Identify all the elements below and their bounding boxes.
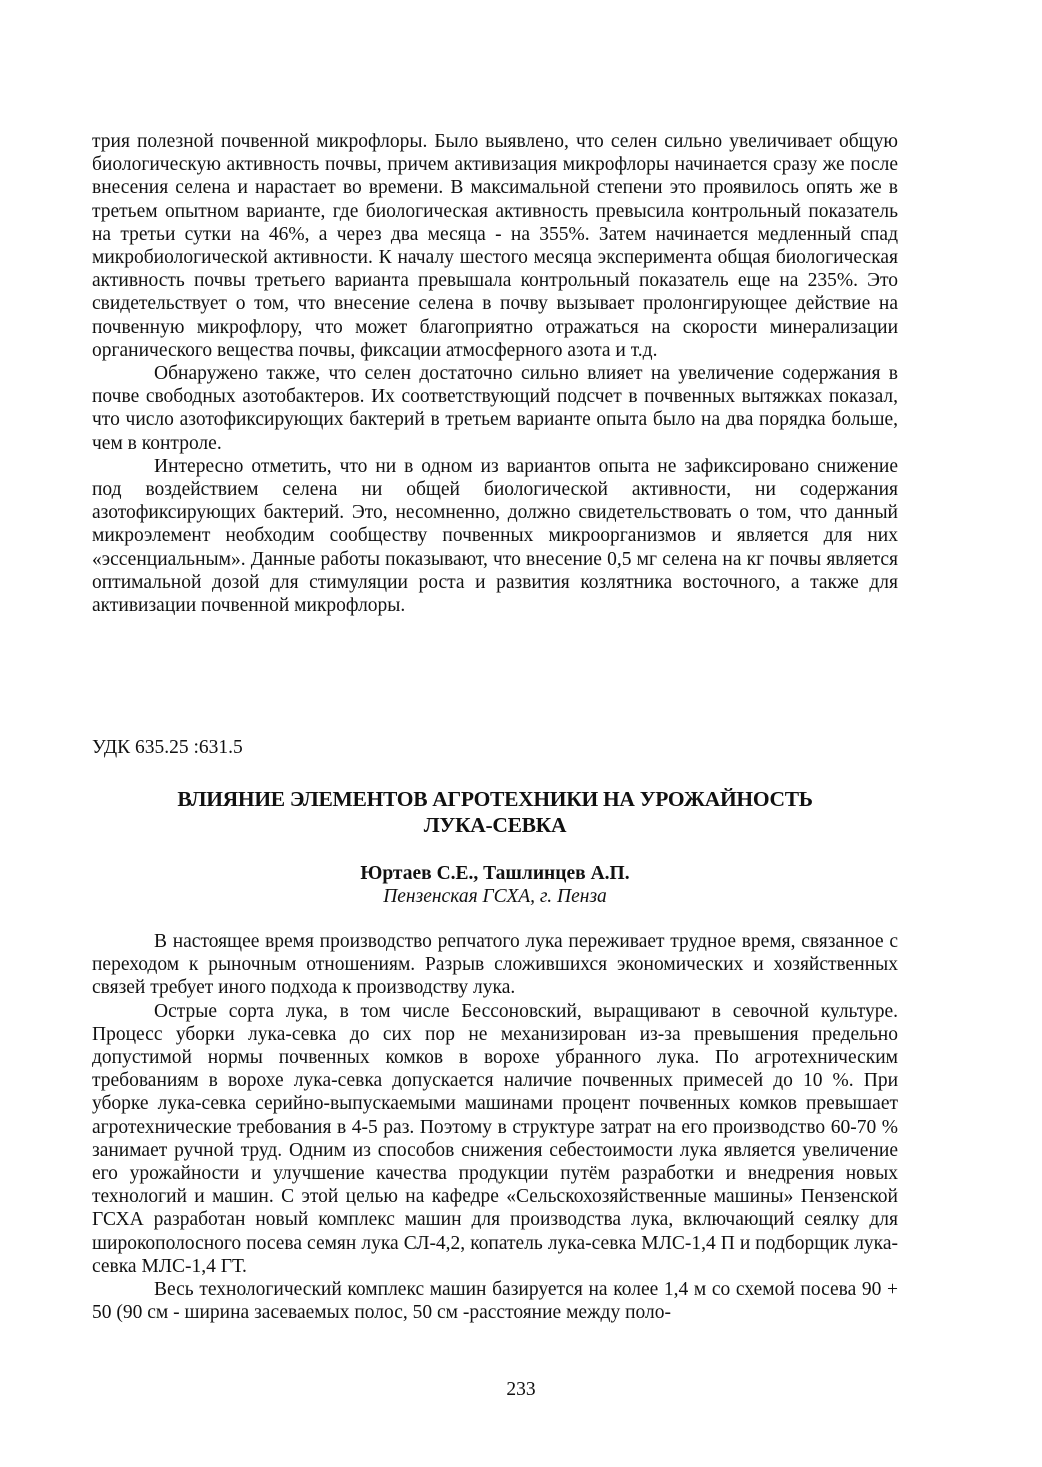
- previous-article-text: [92, 130, 898, 617]
- paragraph: В настоящее время производство репчатого лука переживает трудное время, связанное с переходом к рыночным отношениям. Разрыв сложившихся экономических и хозяйственных связей требует иного подхода к производству лука.: [92, 931, 898, 999]
- page-number: 233: [506, 1379, 536, 1400]
- paragraph: Интересно отметить, что ни в одном из вариантов опыта не зафиксировано снижение под воздействием селена ни общей биологической активности, ни содержания азотофиксирующих бактерий. Это, несомненно, должно свидетельствовать о том, что данный микроэлемент необходим сообществу почвенных микроорганизмов и является для них «эссенциальным». Данные работы показывают, что внесение 0,5 мг селена на кг почвы является оптимальной дозой для стимуляции роста и развития козлятника восточного, а также для активизации почвенной микрофлоры.: [92, 455, 898, 617]
- article-authors: Юртаев С.Е., Ташлинцев А.П.: [360, 863, 630, 884]
- article-title: [92, 786, 898, 838]
- article-title-line: ЛУКА-СЕВКА: [423, 813, 567, 837]
- paragraph: Весь технологический комплекс машин базируется на колее 1,4 м со схемой посева 90 + 50 (90 см - ширина засеваемых полос, 50 см -расстояние между поло-: [92, 1279, 898, 1324]
- article-affiliation: Пензенская ГСХА, г. Пенза: [383, 886, 607, 907]
- paragraph: трия полезной почвенной микрофлоры. Было выявлено, что селен сильно увеличивает общую биологическую активность почвы, причем активизация микрофлоры начинается сразу же после внесения селена и нарастает во времени. В максимальной степени это проявилось опять же в третьем опытном варианте, где биологическая активность превысила контрольный показатель на третьи сутки на 46%, а через два месяца - на 355%. Затем начинается медленный спад микробиологической активности. К началу шестого месяца эксперимента общая биологическая активность почвы третьего варианта превышала контрольный показатель еще на 235%. Это свидетельствует о том, что внесение селена в почву вызывает пролонгирующее действие на почвенную микрофлору, что может благоприятно отражаться на скорости минерализации органического вещества почвы, фиксации атмосферного азота и т.д.: [92, 131, 898, 361]
- article-body: [92, 930, 898, 1324]
- udk-code: УДК 635.25 :631.5: [92, 737, 243, 758]
- paragraph: Обнаружено также, что селен достаточно сильно влияет на увеличение содержания в почве свободных азотобактеров. Их соответствующий подсчет в почвенных вытяжках показал, что число азотофиксирующих бактерий в третьем варианте опыта было на два порядка больше, чем в контроле.: [92, 363, 898, 454]
- paragraph: Острые сорта лука, в том числе Бессоновский, выращивают в севочной культуре. Процесс уборки лука-севка до сих пор не механизирован из-за превышения предельно допустимой нормы почвенных комков в ворохе убранного лука. По агротехническим требованиям в ворохе лука-севка допускается наличие почвенных примесей до 10 %. При уборке лука-севка серийно-выпускаемыми машинами процент почвенных комков превышает агротехнические требования в 4-5 раз. Поэтому в структуре затрат на его производство 60-70 % занимает ручной труд. Одним из способов снижения себестоимости лука является увеличение его урожайности и улучшение качества продукции путём разработки и внедрения новых технологий и машин. С этой целью на кафедре «Сельскохозяйственные машины» Пензенской ГСХА разработан новый комплекс машин для производства лука, включающий сеялку для широкополосного посева семян лука СЛ-4,2, копатель лука-севка МЛС-1,4 П и подборщик лука-севка МЛС-1,4 ГТ.: [92, 1000, 898, 1277]
- article-title-line: ВЛИЯНИЕ ЭЛЕМЕНТОВ АГРОТЕХНИКИ НА УРОЖАЙНОСТЬ: [177, 787, 813, 811]
